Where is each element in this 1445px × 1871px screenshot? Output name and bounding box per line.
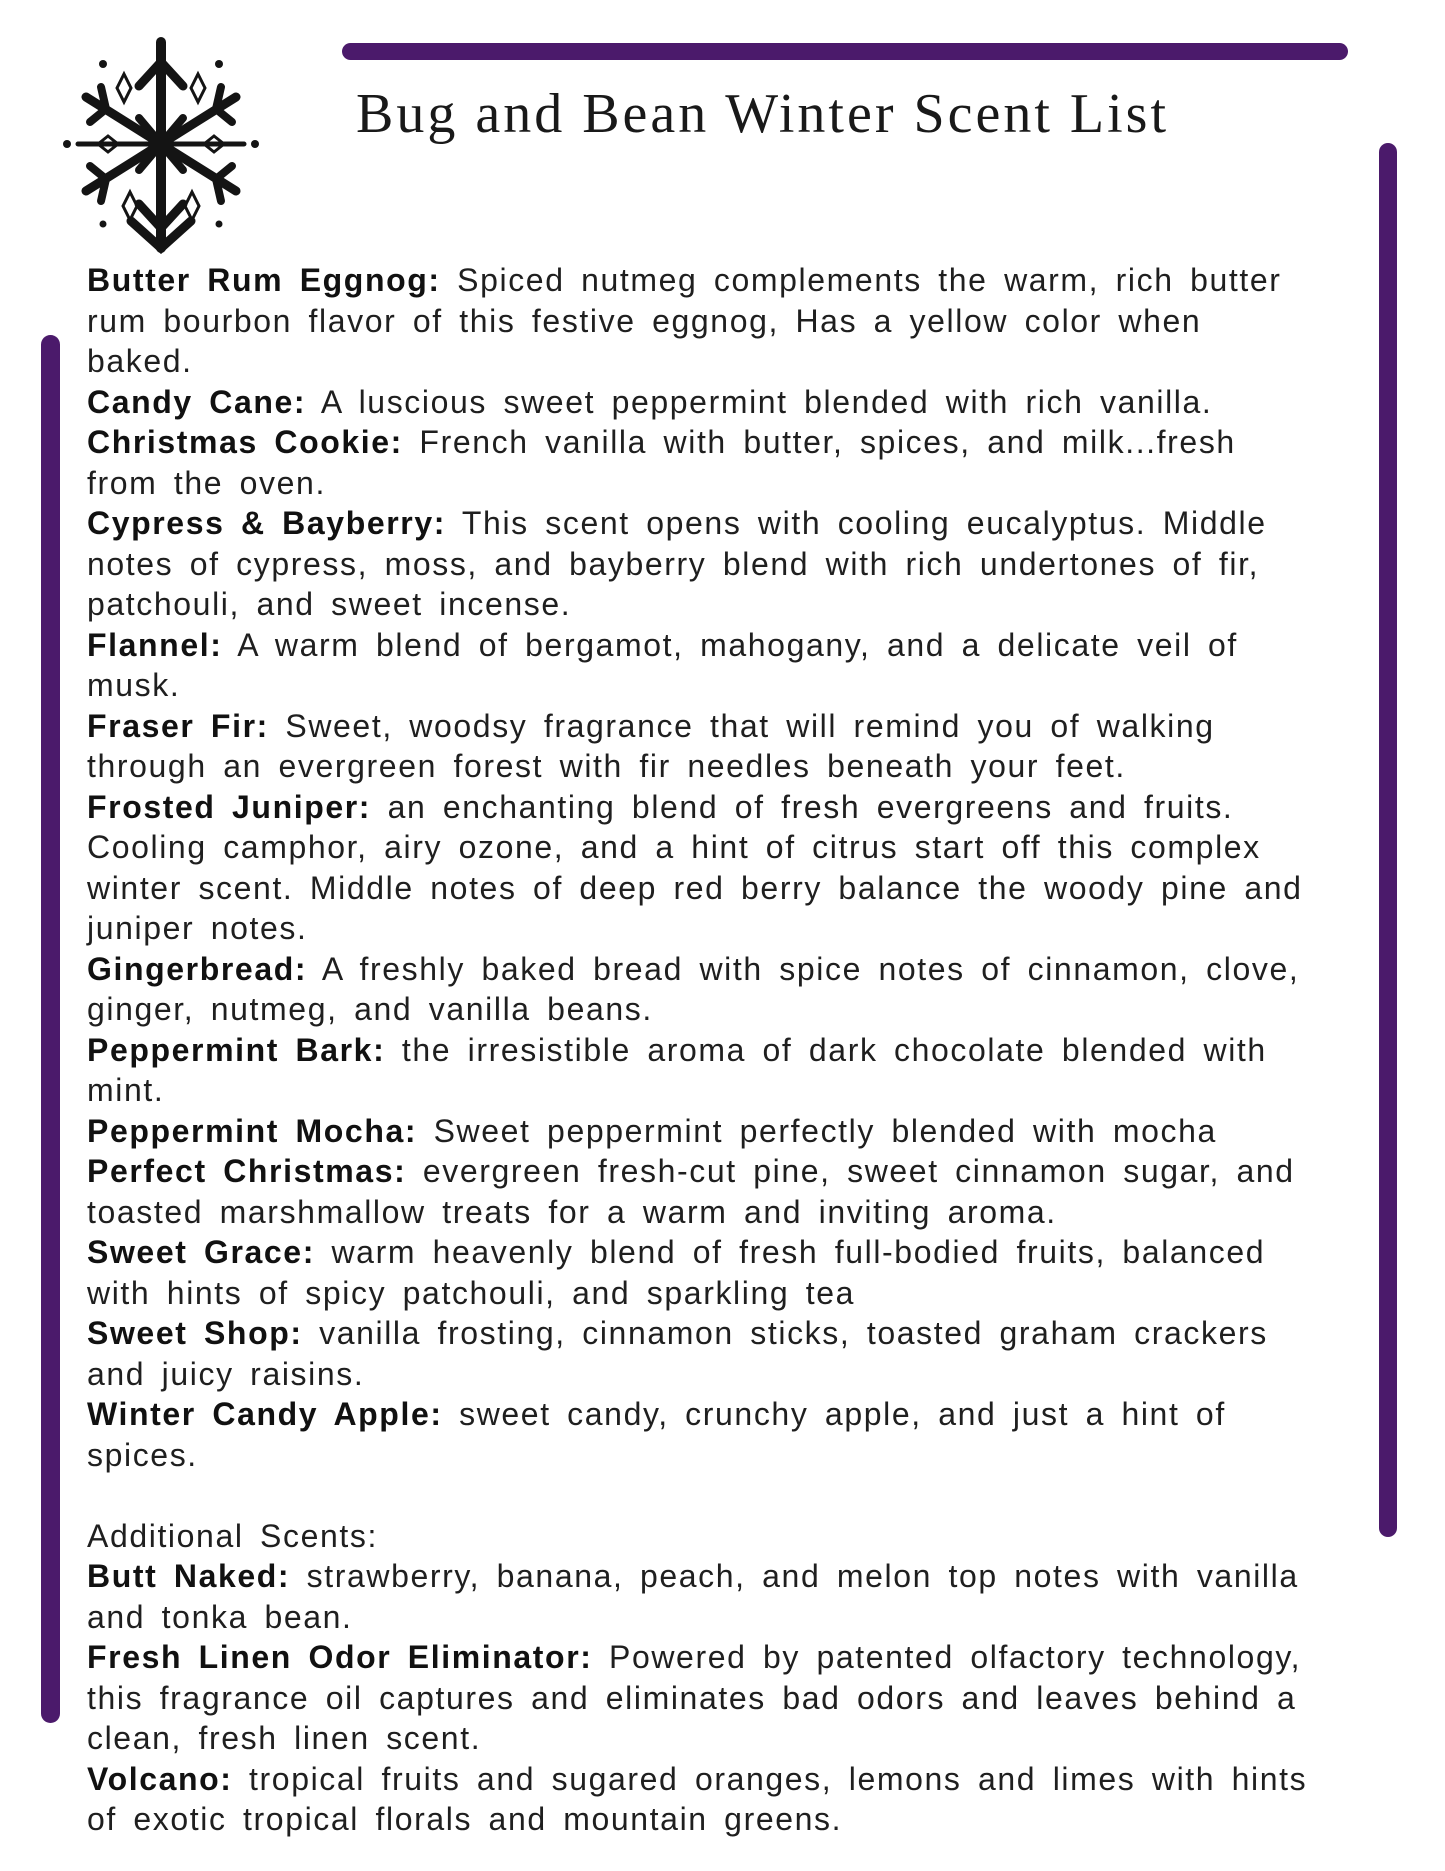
scent-item: [87, 1151, 1321, 1232]
blank-line-spacer: [87, 1475, 1321, 1516]
scent-item: [87, 260, 1321, 382]
additional-scents-heading: Additional Scents:: [87, 1517, 378, 1554]
main-scent-list: [87, 260, 1321, 1475]
scent-description: an enchanting blend of fresh evergreens and fruits. Cooling camphor, airy ozone, and a hint of citrus start off this complex winter scent. Middle notes of deep red berry balance the woody pine and juniper notes.: [87, 788, 1303, 946]
scent-item: [87, 422, 1321, 503]
scent-name: Candy Cane:: [87, 383, 307, 420]
scent-description: warm heavenly blend of fresh full-bodied fruits, balanced with hints of spicy patchouli, and sparkling tea: [87, 1234, 1266, 1311]
right-accent-bar: [1379, 143, 1397, 1537]
scent-name: Butt Naked:: [87, 1558, 291, 1594]
top-accent-bar: [342, 43, 1348, 60]
scent-description: vanilla frosting, cinnamon sticks, toasted graham crackers and juicy raisins.: [87, 1315, 1268, 1392]
scent-item: [87, 787, 1321, 949]
scent-name: Volcano:: [87, 1760, 233, 1797]
scent-name: Butter Rum Eggnog:: [87, 262, 441, 298]
scent-item: [87, 625, 1321, 706]
snowflake-icon: [54, 34, 268, 254]
scent-description: tropical fruits and sugared oranges, lemons and limes with hints of exotic tropical florals and mountain greens.: [87, 1760, 1308, 1837]
scent-description: Powered by patented olfactory technology, this fragrance oil captures and eliminates bad odors and leaves behind a clean, fresh linen scent.: [87, 1639, 1302, 1756]
scent-name: Cypress & Bayberry:: [87, 505, 446, 541]
scent-description: A luscious sweet peppermint blended with rich vanilla.: [306, 383, 1213, 420]
scent-name: Peppermint Mocha:: [87, 1112, 418, 1149]
scent-description: This scent opens with cooling eucalyptus. Middle notes of cypress, moss, and bayberry blend with rich undertones of fir, patchouli, and sweet incense.: [87, 505, 1267, 622]
scent-description: Spiced nutmeg complements the warm, rich butter rum bourbon flavor of this festive eggnog, Has a yellow color when baked.: [87, 262, 1282, 379]
scent-item: [87, 1313, 1321, 1394]
scent-item: [87, 1759, 1321, 1840]
scent-name: Fresh Linen Odor Eliminator:: [87, 1639, 593, 1675]
scent-description: Sweet, woodsy fragrance that will remind you of walking through an evergreen forest with fir needles beneath your feet.: [87, 707, 1215, 784]
page-title: Bug and Bean Winter Scent List: [356, 83, 1170, 145]
scent-description: strawberry, banana, peach, and melon top notes with vanilla and tonka bean.: [87, 1558, 1299, 1635]
scent-name: Winter Candy Apple:: [87, 1396, 443, 1432]
scent-name: Sweet Shop:: [87, 1315, 303, 1351]
scent-description: the irresistible aroma of dark chocolate blended with mint.: [87, 1031, 1267, 1108]
scent-item: [87, 503, 1321, 625]
scent-name: Frosted Juniper:: [87, 788, 372, 825]
left-accent-bar: [41, 335, 60, 1723]
scent-item: [87, 1232, 1321, 1313]
scent-item: [87, 949, 1321, 1030]
scent-name: Perfect Christmas:: [87, 1153, 407, 1189]
scent-name: Christmas Cookie:: [87, 424, 403, 460]
scent-name: Sweet Grace:: [87, 1234, 315, 1270]
scent-item: [87, 1637, 1321, 1759]
scent-name: Fraser Fir:: [87, 707, 269, 744]
additional-scent-list: [87, 1556, 1321, 1840]
scent-name: Flannel:: [87, 626, 223, 663]
scent-item: [87, 1394, 1321, 1475]
scent-description: French vanilla with butter, spices, and milk...fresh from the oven.: [87, 424, 1236, 501]
scent-description: Sweet peppermint perfectly blended with mocha: [417, 1112, 1217, 1149]
scent-name: Peppermint Bark:: [87, 1031, 386, 1068]
scent-item: [87, 1111, 1321, 1152]
scent-description: sweet candy, crunchy apple, and just a hint of spices.: [87, 1396, 1226, 1473]
scent-description: A freshly baked bread with spice notes of cinnamon, clove, ginger, nutmeg, and vanilla beans.: [87, 950, 1300, 1027]
scent-item: [87, 706, 1321, 787]
scent-item: [87, 1030, 1321, 1111]
scent-description: A warm blend of bergamot, mahogany, and a delicate veil of musk.: [87, 626, 1238, 703]
scent-item: [87, 382, 1321, 423]
scent-name: Gingerbread:: [87, 950, 308, 987]
scent-description: evergreen fresh-cut pine, sweet cinnamon sugar, and toasted marshmallow treats for a warm and inviting aroma.: [87, 1153, 1295, 1230]
scent-item: [87, 1556, 1321, 1637]
scent-list: [87, 260, 1321, 1840]
